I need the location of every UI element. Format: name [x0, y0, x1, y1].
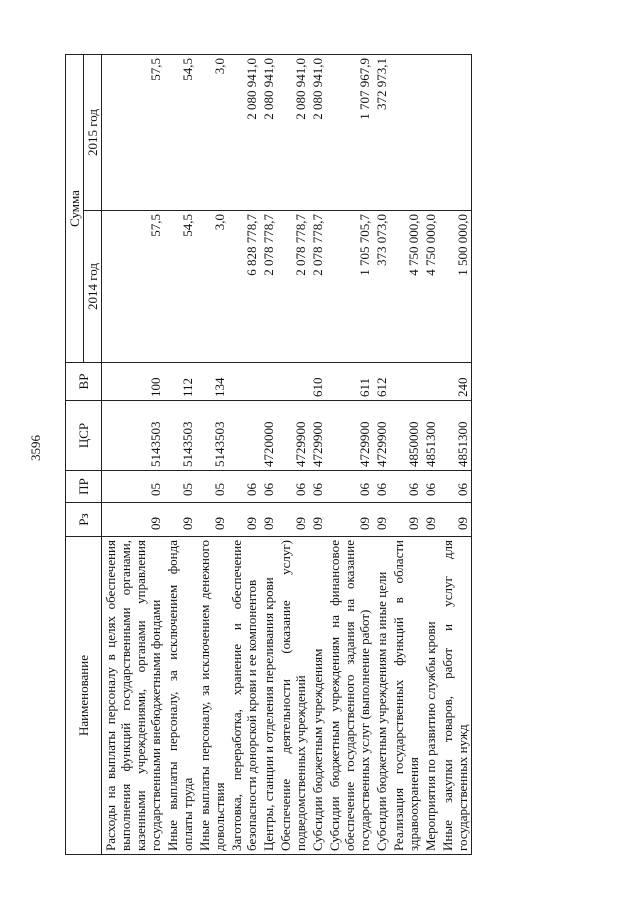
row-csr: 4729900 — [373, 401, 390, 471]
budget-table — [65, 54, 472, 855]
header-vr: ВР — [66, 363, 102, 401]
table-row — [102, 55, 165, 855]
row-rz: 09 — [326, 503, 373, 537]
row-sum-2015: 54,5 — [164, 55, 196, 211]
row-pr: 06 — [422, 471, 439, 503]
row-name: Центры, станции и отделения переливания крови — [260, 537, 277, 855]
row-csr: 4729900 — [277, 401, 309, 471]
row-pr: 06 — [326, 471, 373, 503]
row-rz: 09 — [277, 503, 309, 537]
row-sum-2014: 54,5 — [164, 211, 196, 363]
table-row — [228, 55, 260, 855]
row-csr: 4729900 — [326, 401, 373, 471]
row-csr: 5143503 — [102, 401, 165, 471]
row-name: Мероприятия по развитию службы крови — [422, 537, 439, 855]
header-2015: 2015 год — [84, 55, 102, 211]
row-name: Расходы на выплаты персоналу в целях обеспечения выполнения функций государственными органами, казенными учреждениями, органами управления государственными внебюджетными фондами — [102, 537, 165, 855]
row-vr: 612 — [373, 363, 390, 401]
row-rz: 09 — [102, 503, 165, 537]
row-rz: 09 — [373, 503, 390, 537]
row-csr: 4720000 — [260, 401, 277, 471]
table-row — [373, 55, 390, 855]
row-csr: 4850000 — [390, 401, 422, 471]
row-vr — [390, 363, 422, 401]
header-pr: ПР — [66, 471, 102, 503]
row-name: Иные выплаты персоналу, за исключением денежного довольствия — [196, 537, 228, 855]
row-vr — [260, 363, 277, 401]
row-csr: 5143503 — [196, 401, 228, 471]
table-row — [422, 55, 439, 855]
row-rz: 09 — [309, 503, 326, 537]
table-row — [164, 55, 196, 855]
row-rz: 09 — [390, 503, 422, 537]
row-name: Иные закупки товаров, работ и услуг для государственных нужд — [439, 537, 472, 855]
row-vr: 240 — [439, 363, 472, 401]
row-name: Обеспечение деятельности (оказание услуг) подведомственных учреждений — [277, 537, 309, 855]
row-pr: 06 — [390, 471, 422, 503]
row-pr: 06 — [439, 471, 472, 503]
row-pr: 06 — [228, 471, 260, 503]
row-pr: 05 — [196, 471, 228, 503]
row-sum-2014: 1 500 000,0 — [439, 211, 472, 363]
row-vr: 112 — [164, 363, 196, 401]
row-vr — [228, 363, 260, 401]
table-row — [277, 55, 309, 855]
row-rz: 09 — [164, 503, 196, 537]
row-sum-2015 — [439, 55, 472, 211]
row-sum-2015: 57,5 — [102, 55, 165, 211]
row-sum-2014: 2 078 778,7 — [277, 211, 309, 363]
row-name: Реализация государственных функций в области здравоохранения — [390, 537, 422, 855]
header-2014: 2014 год — [84, 211, 102, 363]
row-pr: 05 — [102, 471, 165, 503]
row-rz: 09 — [196, 503, 228, 537]
row-sum-2014: 6 828 778,7 — [228, 211, 260, 363]
table-body — [102, 55, 472, 855]
row-name: Заготовка, переработка, хранение и обеспечение безопасности донорской крови и ее компонентов — [228, 537, 260, 855]
header-csr: ЦСР — [66, 401, 102, 471]
row-vr: 100 — [102, 363, 165, 401]
table-row — [439, 55, 472, 855]
row-sum-2014: 2 078 778,7 — [260, 211, 277, 363]
row-pr: 06 — [277, 471, 309, 503]
row-rz: 09 — [260, 503, 277, 537]
row-vr — [277, 363, 309, 401]
row-sum-2015: 2 080 941,0 — [277, 55, 309, 211]
row-name: Субсидии бюджетным учреждениям на финансовое обеспечение государственного задания на оказание государственных услуг (выполнение работ) — [326, 537, 373, 855]
row-sum-2014: 4 750 000,0 — [390, 211, 422, 363]
page-number: 3596 — [28, 435, 43, 461]
row-vr: 134 — [196, 363, 228, 401]
table-row — [390, 55, 422, 855]
header-rz: Рз — [66, 503, 102, 537]
rotated-table-container — [65, 55, 575, 855]
row-csr: 4851300 — [422, 401, 439, 471]
row-pr: 06 — [373, 471, 390, 503]
row-sum-2015: 3,0 — [196, 55, 228, 211]
row-sum-2014: 1 705 705,7 — [326, 211, 373, 363]
row-vr — [422, 363, 439, 401]
row-name: Субсидии бюджетным учреждениям на иные цели — [373, 537, 390, 855]
row-sum-2015 — [422, 55, 439, 211]
row-sum-2015: 2 080 941,0 — [309, 55, 326, 211]
row-csr: 4851300 — [439, 401, 472, 471]
header-sum: Сумма — [66, 55, 84, 363]
row-sum-2015 — [390, 55, 422, 211]
row-vr: 610 — [309, 363, 326, 401]
row-name: Субсидии бюджетным учреждениям — [309, 537, 326, 855]
row-sum-2014: 4 750 000,0 — [422, 211, 439, 363]
row-sum-2014: 3,0 — [196, 211, 228, 363]
row-pr: 06 — [309, 471, 326, 503]
row-rz: 09 — [228, 503, 260, 537]
row-rz: 09 — [439, 503, 472, 537]
row-rz: 09 — [422, 503, 439, 537]
table-row — [196, 55, 228, 855]
row-sum-2015: 372 973,1 — [373, 55, 390, 211]
table-row — [309, 55, 326, 855]
row-csr: 5143503 — [164, 401, 196, 471]
row-sum-2014: 2 078 778,7 — [309, 211, 326, 363]
table-row — [260, 55, 277, 855]
header-name: Наименование — [66, 537, 102, 855]
row-vr: 611 — [326, 363, 373, 401]
row-csr — [228, 401, 260, 471]
row-name: Иные выплаты персоналу, за исключением фонда оплаты труда — [164, 537, 196, 855]
row-sum-2015: 1 707 967,9 — [326, 55, 373, 211]
row-pr: 06 — [260, 471, 277, 503]
row-sum-2014: 373 073,0 — [373, 211, 390, 363]
row-csr: 4729900 — [309, 401, 326, 471]
row-sum-2015: 2 080 941,0 — [260, 55, 277, 211]
row-sum-2015: 2 080 941,0 — [228, 55, 260, 211]
table-row — [326, 55, 373, 855]
row-sum-2014: 57,5 — [102, 211, 165, 363]
row-pr: 05 — [164, 471, 196, 503]
